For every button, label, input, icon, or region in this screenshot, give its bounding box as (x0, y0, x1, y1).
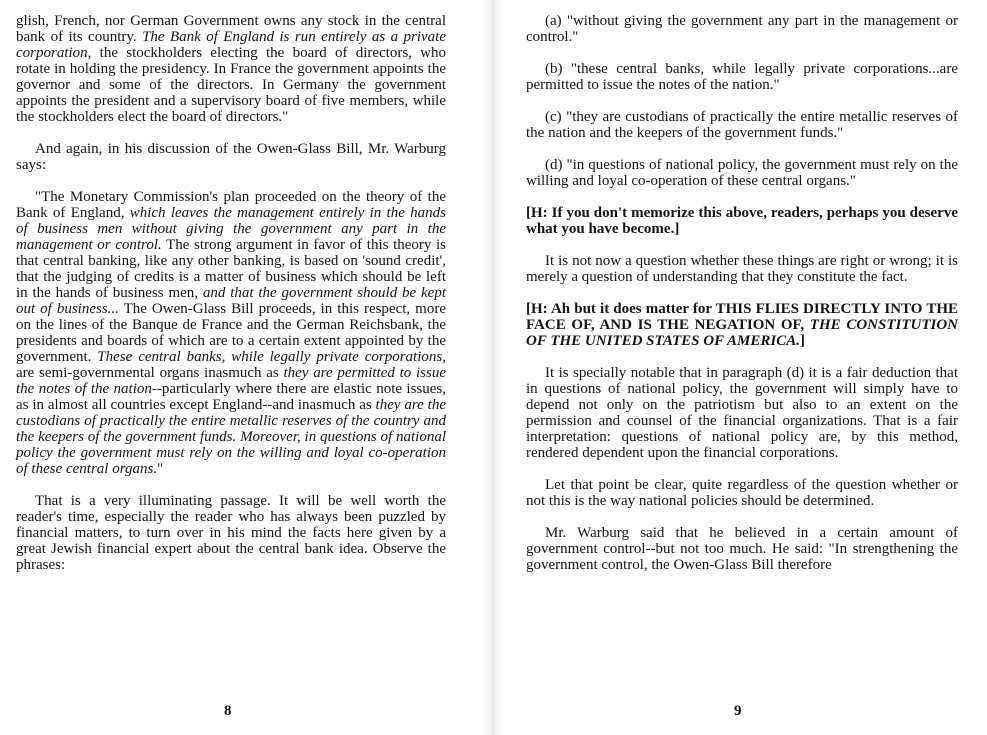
phrase-a (526, 13, 958, 45)
text-run: Let that point be clear, quite regardless of the question whether or not this is the way national policies should be determined. (526, 477, 958, 509)
paragraph-illuminating (16, 493, 446, 573)
paragraph-deduction (526, 365, 958, 461)
text-run: "The Monetary Commission's plan proceeded on the theory of the Bank of England, (16, 189, 446, 221)
paragraph-warburg-quote (16, 189, 446, 477)
page-number-left: 8 (224, 703, 232, 719)
text-run: That is a very illuminating passage. It will be well worth the reader's time, especially the reader who has always been puzzled by financial matters, to turn over in his mind the facts here given by a great Jewish financial expert about the central bank idea. Observe the phrases: (16, 493, 446, 573)
phrase-c (526, 109, 958, 141)
text-run: (d) "in questions of national policy, the government must rely on the willing and loyal co-operation of these central organs." (526, 157, 958, 189)
text-run: It is not now a question whether these things are right or wrong; it is merely a question of understanding that they constitute the fact. (526, 253, 958, 285)
editor-note-constitution (526, 301, 958, 349)
emphasized-text: they are permitted to issue the notes of the nation (16, 365, 446, 397)
page-number-right: 9 (734, 703, 742, 719)
text-run: " (157, 461, 164, 477)
right-page (526, 13, 958, 589)
emphasized-text: THE CONSTITUTION OF THE UNITED STATES OF AMERICA. (526, 317, 958, 349)
text-run: The strong argument in favor of this theory is that central banking, like any other banking, is based on 'sound credit', that the judging of credits is a matter of business which should be left in the hands of business men, (16, 237, 447, 301)
emphasized-text: These central banks, while legally private corporations, (97, 349, 446, 365)
emphasized-text: and that the government should be kept out of business... (16, 285, 446, 317)
editor-note-memorize (526, 205, 958, 237)
text-run: (b) "these central banks, while legally private corporations...are permitted to issue the notes of the nation." (526, 61, 958, 93)
book-gutter (481, 0, 505, 735)
text-run: the stockholders electing the board of directors, who rotate in holding the presidency. In France the government appoints the governor and some of the directors. In Germany the government appoints the president and a supervisory board of five members, while the stockholders elect the board of directors." (16, 45, 446, 125)
text-run: ] (799, 333, 805, 349)
text-run: And again, in his discussion of the Owen-Glass Bill, Mr. Warburg says: (16, 141, 446, 173)
emphasized-text: they are the custodians of practically the entire metallic reserves of the country and the keepers of the government funds. Moreover, in questions of national policy the government must rely on the willing and loyal co-operation of these central organs. (16, 397, 446, 477)
emphasized-text: which leaves the management entirely in the hands of business men without giving the government any part in the management or control. (16, 205, 446, 253)
text-run: --particularly where there are elastic note issues, as in almost all countries except England--and inasmuch as (16, 381, 446, 413)
paragraph-continued (16, 13, 446, 125)
paragraph-intro-quote (16, 141, 446, 173)
text-run: [H: Ah but it does matter for THIS FLIES DIRECTLY INTO THE FACE OF, AND IS THE NEGATION OF, (526, 301, 958, 333)
phrase-b (526, 61, 958, 93)
text-run: (c) "they are custodians of practically the entire metallic reserves of the nation and the keepers of the government funds." (526, 109, 958, 141)
text-run: Mr. Warburg said that he believed in a certain amount of government control--but not too much. He said: "In strengthening the government control, the Owen-Glass Bill therefore (526, 525, 958, 573)
text-run: The Owen-Glass Bill proceeds, in this respect, more on the lines of the Banque de France and the German Reichsbank, the presidents and boards of which are to a certain extent appointed by the government. (16, 301, 446, 365)
phrase-d (526, 157, 958, 189)
left-page (16, 13, 446, 589)
emphasized-text: The Bank of England is run entirely as a private corporation, (16, 29, 446, 61)
paragraph-point-clear (526, 477, 958, 509)
text-run: (a) "without giving the government any part in the management or control." (526, 13, 958, 45)
text-run: glish, French, nor German Government owns any stock in the central bank of its country. (16, 13, 446, 45)
text-run: It is specially notable that in paragraph (d) it is a fair deduction that in questions of national policy, the government will simply have to depend not only on the patriotism but also to an extent on the permission and counsel of the financial organizations. That is a fair interpretation: questions of national policy are, by this method, rendered dependent upon the financial corporations. (526, 365, 958, 461)
paragraph-government-control (526, 525, 958, 573)
text-run: are semi-governmental organs inasmuch as (16, 365, 284, 381)
paragraph-question (526, 253, 958, 285)
text-run: [H: If you don't memorize this above, readers, perhaps you deserve what you have become.] (526, 205, 958, 237)
